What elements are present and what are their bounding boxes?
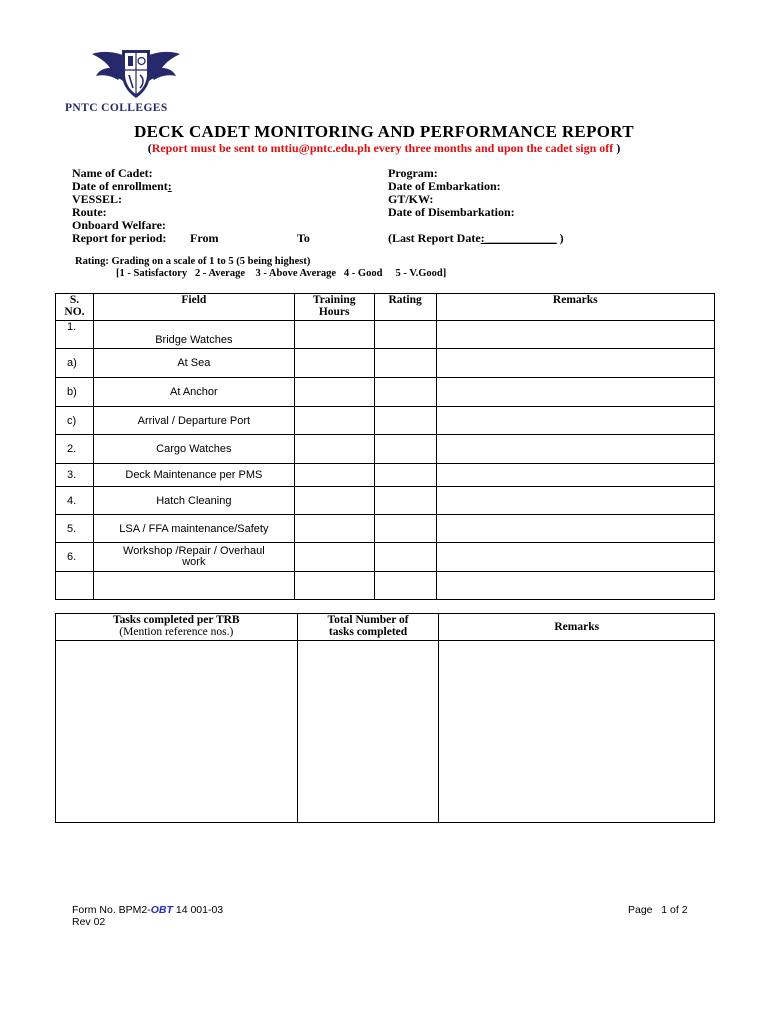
period-from-label: From: [190, 231, 219, 245]
row-training-hours-cell[interactable]: [294, 464, 374, 487]
row-training-hours-cell[interactable]: [294, 487, 374, 515]
tasks-header-row: [56, 614, 715, 641]
table-row: [56, 543, 715, 572]
form-number: Form No. BPM2-OBT 14 001-03: [72, 904, 224, 916]
submission-note-text: Report must be sent to mttiu@pntc.edu.ph every three months and upon the cadet sign off: [151, 141, 614, 155]
header-field: Field: [93, 294, 294, 321]
row-field: At Sea: [93, 349, 294, 378]
row-training-hours-cell[interactable]: [294, 515, 374, 543]
row-rating-cell[interactable]: [374, 407, 436, 435]
row-sno: [56, 572, 94, 600]
row-remarks-cell[interactable]: [436, 349, 714, 378]
row-remarks-cell[interactable]: [436, 407, 714, 435]
rating-scale-description: Rating: Grading on a scale of 1 to 5 (5 being highest): [75, 256, 311, 267]
date-of-enrollment-label: Date of enrollment:: [72, 179, 172, 193]
table-row: [56, 572, 715, 600]
header-training-hours: Training Hours: [294, 294, 374, 321]
vessel-label: VESSEL:: [72, 192, 123, 206]
row-sno: 6.: [56, 543, 94, 572]
onboard-welfare-label: Onboard Welfare:: [72, 218, 166, 232]
row-field: Hatch Cleaning: [93, 487, 294, 515]
row-rating-cell[interactable]: [374, 378, 436, 407]
tasks-entry-row: [56, 641, 715, 823]
revision-number: Rev 02: [72, 916, 106, 928]
page-number: Page 1 of 2: [628, 904, 688, 916]
row-sno: 5.: [56, 515, 94, 543]
header-tasks-remarks: Remarks: [439, 614, 715, 641]
row-remarks-cell[interactable]: [436, 435, 714, 464]
submission-note: (Report must be sent to mttiu@pntc.edu.ph every three months and upon the cadet sign off ): [147, 141, 621, 155]
row-remarks-cell[interactable]: [436, 487, 714, 515]
row-field: [93, 572, 294, 600]
header-sno: S. NO.: [56, 294, 94, 321]
row-sno: 3.: [56, 464, 94, 487]
row-training-hours-cell[interactable]: [294, 435, 374, 464]
table-row: [56, 407, 715, 435]
row-rating-cell[interactable]: [374, 464, 436, 487]
date-of-disembarkation-label: Date of Disembarkation:: [388, 205, 515, 219]
gt-kw-label: GT/KW:: [388, 192, 434, 206]
row-rating-cell[interactable]: [374, 487, 436, 515]
college-crest-logo: [90, 44, 182, 100]
table-row: [56, 349, 715, 378]
header-tasks-completed: Tasks completed per TRB (Mention reference nos.): [56, 614, 298, 641]
total-tasks-cell[interactable]: [297, 641, 439, 823]
row-rating-cell[interactable]: [374, 349, 436, 378]
row-rating-cell[interactable]: [374, 435, 436, 464]
row-remarks-cell[interactable]: [436, 464, 714, 487]
report-title: DECK CADET MONITORING AND PERFORMANCE REPORT: [134, 122, 634, 141]
row-remarks-cell[interactable]: [436, 378, 714, 407]
row-sno: 4.: [56, 487, 94, 515]
row-training-hours-cell[interactable]: [294, 543, 374, 572]
row-rating-cell[interactable]: [374, 543, 436, 572]
table-row: [56, 321, 715, 349]
college-name: PNTC COLLEGES: [65, 102, 168, 114]
row-sno: 2.: [56, 435, 94, 464]
report-period-label: Report for period:: [72, 231, 167, 245]
last-report-date-label: (Last Report Date:____________ ): [388, 231, 564, 245]
period-to-label: To: [297, 231, 310, 245]
tasks-completed-cell[interactable]: [56, 641, 298, 823]
row-training-hours-cell[interactable]: [294, 349, 374, 378]
row-field: Deck Maintenance per PMS: [93, 464, 294, 487]
header-total-tasks: Total Number of tasks completed: [297, 614, 439, 641]
date-of-embarkation-label: Date of Embarkation:: [388, 179, 501, 193]
row-training-hours-cell[interactable]: [294, 321, 374, 349]
table-row: [56, 487, 715, 515]
row-field: Arrival / Departure Port: [93, 407, 294, 435]
row-field: At Anchor: [93, 378, 294, 407]
performance-table: [55, 293, 715, 600]
row-field: Cargo Watches: [93, 435, 294, 464]
program-label: Program:: [388, 166, 438, 180]
row-rating-cell[interactable]: [374, 515, 436, 543]
row-rating-cell[interactable]: [374, 321, 436, 349]
row-remarks-cell[interactable]: [436, 543, 714, 572]
header-remarks: Remarks: [436, 294, 714, 321]
row-field: Workshop /Repair / Overhaul work: [93, 543, 294, 572]
header-rating: Rating: [374, 294, 436, 321]
tasks-remarks-cell[interactable]: [439, 641, 715, 823]
row-rating-cell[interactable]: [374, 572, 436, 600]
table-row: [56, 464, 715, 487]
table-row: [56, 435, 715, 464]
rating-scale-legend: [1 - Satisfactory 2 - Average 3 - Above Average 4 - Good 5 - V.Good]: [116, 268, 447, 279]
name-of-cadet-label: Name of Cadet:: [72, 166, 153, 180]
row-remarks-cell[interactable]: [436, 515, 714, 543]
row-training-hours-cell[interactable]: [294, 407, 374, 435]
row-field: LSA / FFA maintenance/Safety: [93, 515, 294, 543]
row-remarks-cell[interactable]: [436, 321, 714, 349]
table-row: [56, 515, 715, 543]
row-sno: a): [56, 349, 94, 378]
table-header-row: [56, 294, 715, 321]
tasks-table: [55, 613, 715, 823]
row-remarks-cell[interactable]: [436, 572, 714, 600]
table-row: [56, 378, 715, 407]
row-field: Bridge Watches: [93, 321, 294, 349]
row-training-hours-cell[interactable]: [294, 378, 374, 407]
row-sno: c): [56, 407, 94, 435]
row-sno: 1.: [56, 321, 94, 349]
header-tasks-subtitle: (Mention reference nos.): [119, 626, 234, 638]
route-label: Route:: [72, 205, 107, 219]
row-sno: b): [56, 378, 94, 407]
row-training-hours-cell[interactable]: [294, 572, 374, 600]
